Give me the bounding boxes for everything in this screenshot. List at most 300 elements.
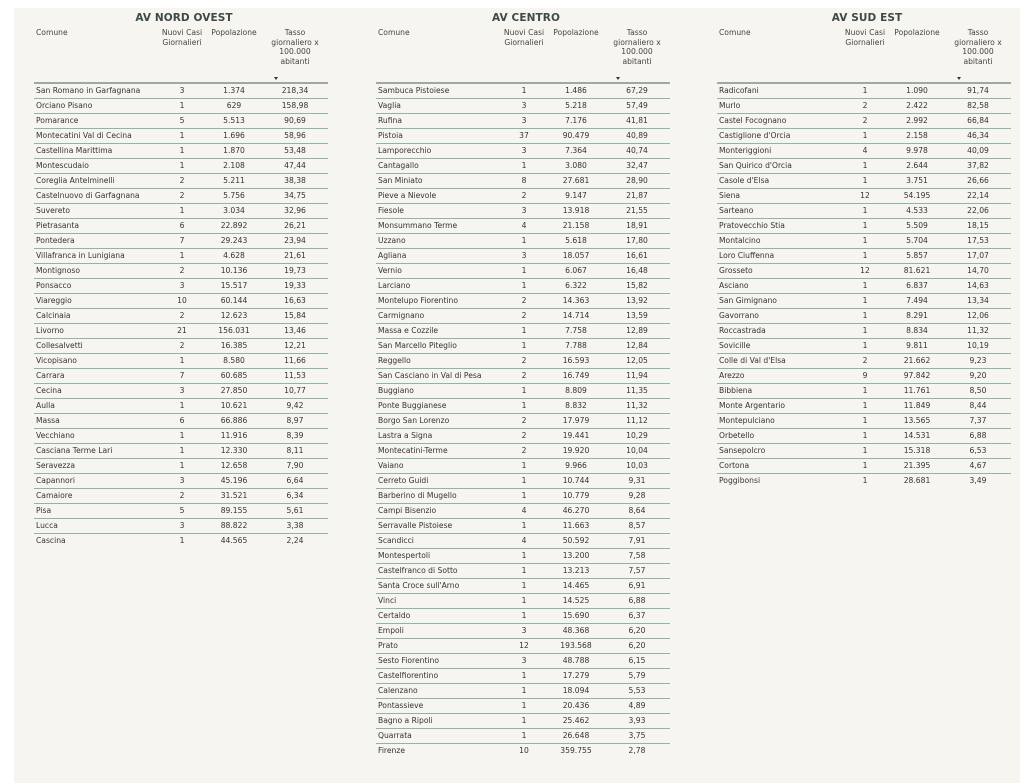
cell-tasso: 4,67	[945, 459, 1011, 474]
cell-comune: Pratovecchio Stia	[717, 219, 841, 234]
cell-tasso: 40,74	[604, 144, 670, 159]
table-row[interactable]	[717, 399, 1011, 414]
cell-tasso: 82,58	[945, 99, 1011, 114]
table-row[interactable]	[717, 309, 1011, 324]
table-row[interactable]	[34, 294, 328, 309]
table-row[interactable]	[376, 309, 670, 324]
cell-nuovi-casi: 1	[500, 579, 548, 594]
cell-nuovi-casi: 1	[158, 459, 206, 474]
cell-popolazione: 21.662	[889, 354, 945, 369]
cell-nuovi-casi: 12	[841, 264, 889, 279]
table-row[interactable]	[34, 504, 328, 519]
table-row[interactable]	[376, 579, 670, 594]
cell-popolazione: 12.623	[206, 309, 262, 324]
cell-comune: Vernio	[376, 264, 500, 279]
sort-descending-icon[interactable]	[616, 77, 620, 80]
cell-tasso: 13,92	[604, 294, 670, 309]
table-row[interactable]	[34, 399, 328, 414]
cell-comune: Monte Argentario	[717, 399, 841, 414]
cell-tasso: 21,55	[604, 204, 670, 219]
cell-popolazione: 4.533	[889, 204, 945, 219]
table-row[interactable]	[717, 339, 1011, 354]
table-row[interactable]	[376, 369, 670, 384]
header-label: 100.000	[962, 47, 994, 57]
table-row[interactable]	[34, 204, 328, 219]
cell-tasso: 40,89	[604, 129, 670, 144]
table-row[interactable]	[376, 339, 670, 354]
cell-tasso: 38,38	[262, 174, 328, 189]
header-nuovi-casi[interactable]	[841, 28, 889, 83]
cell-comune: Pieve a Nievole	[376, 189, 500, 204]
table-row[interactable]	[34, 159, 328, 174]
table-row[interactable]	[376, 414, 670, 429]
cell-popolazione: 88.822	[206, 519, 262, 534]
cell-comune: Lucca	[34, 519, 158, 534]
cell-tasso: 9,42	[262, 399, 328, 414]
table-row[interactable]	[34, 99, 328, 114]
cell-popolazione: 5.211	[206, 174, 262, 189]
cell-popolazione: 7.364	[548, 144, 604, 159]
header-label: Comune	[378, 28, 410, 37]
cell-tasso: 7,58	[604, 549, 670, 564]
cell-nuovi-casi: 1	[841, 219, 889, 234]
cell-comune: Collesalvetti	[34, 339, 158, 354]
comuni-table	[376, 28, 670, 758]
cell-popolazione: 1.870	[206, 144, 262, 159]
table-row[interactable]	[34, 129, 328, 144]
table-row[interactable]	[34, 249, 328, 264]
cell-popolazione: 11.761	[889, 384, 945, 399]
cell-popolazione: 11.916	[206, 429, 262, 444]
table-row[interactable]	[376, 504, 670, 519]
table-row[interactable]	[717, 174, 1011, 189]
cell-comune: San Casciano in Val di Pesa	[376, 369, 500, 384]
sort-descending-icon[interactable]	[957, 77, 961, 80]
header-tasso[interactable]	[262, 28, 328, 83]
cell-popolazione: 19.920	[548, 444, 604, 459]
cell-nuovi-casi: 2	[500, 444, 548, 459]
table-row[interactable]	[34, 309, 328, 324]
table-row[interactable]	[376, 384, 670, 399]
table-row[interactable]	[717, 129, 1011, 144]
header-popolazione[interactable]	[548, 28, 604, 83]
header-popolazione[interactable]	[206, 28, 262, 83]
table-row[interactable]	[376, 354, 670, 369]
cell-popolazione: 5.857	[889, 249, 945, 264]
cell-tasso: 23,94	[262, 234, 328, 249]
header-label: giornaliero x	[613, 37, 661, 47]
cell-nuovi-casi: 7	[158, 369, 206, 384]
header-label: Giornalieri	[504, 37, 544, 47]
cell-comune: San Gimignano	[717, 294, 841, 309]
table-row[interactable]	[34, 324, 328, 339]
cell-tasso: 11,94	[604, 369, 670, 384]
table-row[interactable]	[717, 369, 1011, 384]
dashboard-canvas	[14, 8, 1020, 783]
cell-popolazione: 1.486	[548, 83, 604, 99]
cell-comune: Pontedera	[34, 234, 158, 249]
cell-comune: Pisa	[34, 504, 158, 519]
cell-comune: Scandicci	[376, 534, 500, 549]
cell-tasso: 16,48	[604, 264, 670, 279]
table-row[interactable]	[34, 279, 328, 294]
table-row[interactable]	[376, 714, 670, 729]
cell-comune: San Romano in Garfagnana	[34, 83, 158, 99]
table-header-row	[34, 28, 328, 83]
table-row[interactable]	[376, 564, 670, 579]
cell-popolazione: 10.136	[206, 264, 262, 279]
cell-tasso: 6,34	[262, 489, 328, 504]
table-row[interactable]	[34, 444, 328, 459]
table-row[interactable]	[717, 99, 1011, 114]
header-comune[interactable]	[376, 28, 500, 83]
cell-popolazione: 8.834	[889, 324, 945, 339]
table-row[interactable]	[34, 144, 328, 159]
table-row[interactable]	[376, 219, 670, 234]
cell-popolazione: 629	[206, 99, 262, 114]
cell-comune: Vaiano	[376, 459, 500, 474]
table-row[interactable]	[34, 219, 328, 234]
cell-popolazione: 60.685	[206, 369, 262, 384]
cell-tasso: 7,90	[262, 459, 328, 474]
cell-nuovi-casi: 2	[841, 354, 889, 369]
cell-comune: Certaldo	[376, 609, 500, 624]
table-row[interactable]	[717, 189, 1011, 204]
cell-popolazione: 14.531	[889, 429, 945, 444]
table-row[interactable]	[376, 279, 670, 294]
cell-comune: Montepulciano	[717, 414, 841, 429]
cell-nuovi-casi: 10	[519, 746, 529, 755]
table-row[interactable]	[717, 234, 1011, 249]
cell-tasso: 37,82	[945, 159, 1011, 174]
table-row[interactable]	[34, 519, 328, 534]
table-row[interactable]	[376, 549, 670, 564]
cell-tasso: 12,89	[604, 324, 670, 339]
cell-tasso: 18,15	[945, 219, 1011, 234]
cell-popolazione: 14.363	[548, 294, 604, 309]
table-row[interactable]	[34, 534, 328, 549]
cell-tasso: 9,31	[604, 474, 670, 489]
cell-comune: Orbetello	[717, 429, 841, 444]
panel-av-nord-ovest	[34, 8, 334, 548]
cell-popolazione: 359.755	[560, 746, 592, 755]
cell-comune: Cerreto Guidi	[376, 474, 500, 489]
header-tasso[interactable]	[604, 28, 670, 83]
table-row[interactable]	[34, 339, 328, 354]
cell-comune: Vinci	[376, 594, 500, 609]
header-popolazione[interactable]	[889, 28, 945, 83]
cell-tasso: 91,74	[945, 83, 1011, 99]
table-row[interactable]	[717, 204, 1011, 219]
table-row[interactable]	[34, 114, 328, 129]
cell-nuovi-casi: 1	[158, 144, 206, 159]
table-row[interactable]	[34, 459, 328, 474]
cell-nuovi-casi: 12	[500, 639, 548, 654]
cell-popolazione: 90.479	[548, 129, 604, 144]
cell-tasso: 10,29	[604, 429, 670, 444]
cell-tasso: 12,84	[604, 339, 670, 354]
table-row[interactable]	[376, 669, 670, 684]
cell-nuovi-casi: 1	[841, 234, 889, 249]
table-row[interactable]	[34, 474, 328, 489]
header-comune[interactable]	[717, 28, 841, 83]
cell-tasso: 5,53	[604, 684, 670, 699]
table-row[interactable]	[376, 264, 670, 279]
table-row[interactable]	[376, 204, 670, 219]
cell-tasso: 32,47	[604, 159, 670, 174]
table-row[interactable]	[376, 744, 670, 759]
cell-nuovi-casi: 1	[500, 489, 548, 504]
cell-popolazione: 21.395	[889, 459, 945, 474]
panel-av-centro	[376, 8, 676, 758]
cell-popolazione: 50.592	[548, 534, 604, 549]
cell-popolazione: 54.195	[889, 189, 945, 204]
cell-nuovi-casi: 4	[841, 144, 889, 159]
cell-tasso: 11,35	[604, 384, 670, 399]
header-label: Giornalieri	[845, 37, 885, 47]
table-row[interactable]	[717, 444, 1011, 459]
cell-popolazione: 156.031	[206, 324, 262, 339]
table-row[interactable]	[376, 519, 670, 534]
table-row[interactable]	[376, 639, 670, 654]
table-row[interactable]	[717, 459, 1011, 474]
table-row[interactable]	[376, 234, 670, 249]
header-label: abitanti	[963, 56, 993, 66]
table-row[interactable]	[34, 429, 328, 444]
table-row[interactable]	[376, 729, 670, 744]
cell-tasso: 11,12	[604, 414, 670, 429]
table-row[interactable]	[376, 83, 670, 99]
table-row[interactable]	[376, 294, 670, 309]
cell-tasso: 158,98	[262, 99, 328, 114]
table-row[interactable]	[34, 174, 328, 189]
cell-nuovi-casi: 2	[158, 309, 206, 324]
cell-comune: Montignoso	[34, 264, 158, 279]
cell-tasso: 11,32	[604, 399, 670, 414]
table-row[interactable]	[34, 234, 328, 249]
cell-nuovi-casi: 2	[841, 99, 889, 114]
table-row[interactable]	[376, 249, 670, 264]
cell-tasso: 6,20	[604, 624, 670, 639]
cell-popolazione: 1.374	[206, 83, 262, 99]
header-label: abitanti	[280, 56, 310, 66]
cell-tasso: 19,73	[262, 264, 328, 279]
cell-comune: Montescudaio	[34, 159, 158, 174]
cell-tasso: 66,84	[945, 114, 1011, 129]
table-row[interactable]	[376, 429, 670, 444]
cell-tasso: 12,21	[262, 339, 328, 354]
table-row[interactable]	[376, 444, 670, 459]
cell-nuovi-casi: 1	[841, 249, 889, 264]
table-row[interactable]	[376, 699, 670, 714]
cell-nuovi-casi: 21	[158, 324, 206, 339]
cell-comune: Poggibonsi	[719, 476, 761, 485]
cell-comune: Asciano	[717, 279, 841, 294]
cell-nuovi-casi: 1	[500, 264, 548, 279]
table-row[interactable]	[717, 294, 1011, 309]
cell-tasso: 28,90	[604, 174, 670, 189]
cell-popolazione: 15.517	[206, 279, 262, 294]
table-row[interactable]	[717, 219, 1011, 234]
table-row[interactable]	[717, 429, 1011, 444]
table-row[interactable]	[376, 144, 670, 159]
table-row[interactable]	[376, 609, 670, 624]
table-row[interactable]	[717, 114, 1011, 129]
table-row[interactable]	[34, 414, 328, 429]
cell-tasso: 13,34	[945, 294, 1011, 309]
table-row[interactable]	[376, 114, 670, 129]
table-row[interactable]	[376, 624, 670, 639]
cell-nuovi-casi: 1	[500, 384, 548, 399]
table-row[interactable]	[717, 144, 1011, 159]
table-row[interactable]	[376, 654, 670, 669]
cell-popolazione: 6.837	[889, 279, 945, 294]
table-row[interactable]	[376, 399, 670, 414]
cell-comune: Coreglia Antelminelli	[34, 174, 158, 189]
table-row[interactable]	[717, 324, 1011, 339]
cell-tasso: 19,33	[262, 279, 328, 294]
comuni-table	[34, 28, 328, 548]
cell-popolazione: 15.318	[889, 444, 945, 459]
cell-nuovi-casi: 2	[158, 174, 206, 189]
table-row[interactable]	[34, 369, 328, 384]
table-row[interactable]	[34, 189, 328, 204]
cell-nuovi-casi: 1	[158, 159, 206, 174]
table-row[interactable]	[717, 414, 1011, 429]
table-row[interactable]	[376, 189, 670, 204]
cell-comune: Lastra a Signa	[376, 429, 500, 444]
cell-nuovi-casi: 1	[500, 609, 548, 624]
cell-comune: Quarrata	[376, 729, 500, 744]
cell-comune: Castiglione d'Orcia	[717, 129, 841, 144]
cell-nuovi-casi: 8	[500, 174, 548, 189]
cell-popolazione: 17.279	[548, 669, 604, 684]
cell-comune: Villafranca in Lunigiana	[34, 249, 158, 264]
cell-comune: Cantagallo	[376, 159, 500, 174]
header-nuovi-casi[interactable]	[158, 28, 206, 83]
cell-popolazione: 8.809	[548, 384, 604, 399]
cell-tasso: 47,44	[262, 159, 328, 174]
table-row[interactable]	[717, 249, 1011, 264]
cell-popolazione: 16.749	[548, 369, 604, 384]
cell-comune: Carrara	[34, 369, 158, 384]
cell-popolazione: 20.436	[548, 699, 604, 714]
cell-nuovi-casi: 4	[500, 219, 548, 234]
table-row[interactable]	[717, 279, 1011, 294]
header-label: Popolazione	[894, 28, 940, 37]
cell-nuovi-casi: 1	[841, 174, 889, 189]
cell-nuovi-casi: 3	[500, 144, 548, 159]
cell-comune: Vicopisano	[34, 354, 158, 369]
cell-comune: Ponte Buggianese	[376, 399, 500, 414]
cell-nuovi-casi: 2	[500, 189, 548, 204]
cell-nuovi-casi: 5	[158, 504, 206, 519]
table-row[interactable]	[34, 384, 328, 399]
cell-popolazione: 9.811	[889, 339, 945, 354]
table-row[interactable]	[376, 534, 670, 549]
header-comune[interactable]	[34, 28, 158, 83]
cell-nuovi-casi: 1	[862, 476, 868, 485]
table-row[interactable]	[376, 684, 670, 699]
table-row[interactable]	[717, 354, 1011, 369]
table-row[interactable]	[376, 174, 670, 189]
table-row[interactable]	[376, 324, 670, 339]
table-row[interactable]	[717, 474, 1011, 489]
cell-comune: Calenzano	[376, 684, 500, 699]
table-row[interactable]	[376, 489, 670, 504]
cell-nuovi-casi: 1	[841, 279, 889, 294]
panel-title: AV CENTRO	[492, 12, 560, 24]
cell-nuovi-casi: 37	[500, 129, 548, 144]
table-row[interactable]	[717, 83, 1011, 99]
cell-nuovi-casi: 6	[158, 219, 206, 234]
header-tasso[interactable]	[945, 28, 1011, 83]
cell-comune: Grosseto	[717, 264, 841, 279]
header-label: Giornalieri	[162, 37, 202, 47]
cell-tasso: 9,23	[945, 354, 1011, 369]
cell-comune: Monteriggioni	[717, 144, 841, 159]
table-row[interactable]	[34, 354, 328, 369]
table-row[interactable]	[376, 474, 670, 489]
cell-tasso: 11,32	[945, 324, 1011, 339]
cell-comune: Pontassieve	[376, 699, 500, 714]
table-row[interactable]	[376, 594, 670, 609]
cell-tasso: 53,48	[262, 144, 328, 159]
cell-tasso: 218,34	[262, 83, 328, 99]
table-row[interactable]	[34, 264, 328, 279]
cell-nuovi-casi: 1	[841, 339, 889, 354]
cell-popolazione: 46.270	[548, 504, 604, 519]
table-row[interactable]	[717, 264, 1011, 279]
cell-tasso: 3,49	[969, 476, 987, 485]
cell-popolazione: 2.108	[206, 159, 262, 174]
cell-comune: Empoli	[376, 624, 500, 639]
cell-nuovi-casi: 1	[841, 384, 889, 399]
cell-nuovi-casi: 1	[841, 309, 889, 324]
cell-popolazione: 22.892	[206, 219, 262, 234]
header-label: Nuovi Casi	[503, 28, 545, 37]
table-row[interactable]	[34, 489, 328, 504]
cell-nuovi-casi: 1	[500, 159, 548, 174]
cell-nuovi-casi: 2	[841, 114, 889, 129]
table-row[interactable]	[34, 83, 328, 99]
cell-nuovi-casi: 3	[500, 99, 548, 114]
table-row[interactable]	[717, 384, 1011, 399]
cell-tasso: 40,09	[945, 144, 1011, 159]
cell-comune: Borgo San Lorenzo	[376, 414, 500, 429]
cell-tasso: 22,06	[945, 204, 1011, 219]
table-row[interactable]	[376, 99, 670, 114]
cell-comune: Rufina	[376, 114, 500, 129]
cell-tasso: 2,24	[286, 536, 304, 545]
header-label: abitanti	[622, 56, 652, 66]
cell-popolazione: 19.441	[548, 429, 604, 444]
cell-tasso: 17,53	[945, 234, 1011, 249]
table-row[interactable]	[376, 159, 670, 174]
cell-comune: Monsummano Terme	[376, 219, 500, 234]
header-nuovi-casi[interactable]	[500, 28, 548, 83]
table-row[interactable]	[376, 129, 670, 144]
cell-comune: Aulla	[34, 399, 158, 414]
cell-comune: Cascina	[36, 536, 66, 545]
cell-comune: Seravezza	[34, 459, 158, 474]
cell-popolazione: 8.291	[889, 309, 945, 324]
table-row[interactable]	[376, 459, 670, 474]
cell-tasso: 58,96	[262, 129, 328, 144]
sort-descending-icon[interactable]	[274, 77, 278, 80]
table-row[interactable]	[717, 159, 1011, 174]
cell-popolazione: 2.992	[889, 114, 945, 129]
